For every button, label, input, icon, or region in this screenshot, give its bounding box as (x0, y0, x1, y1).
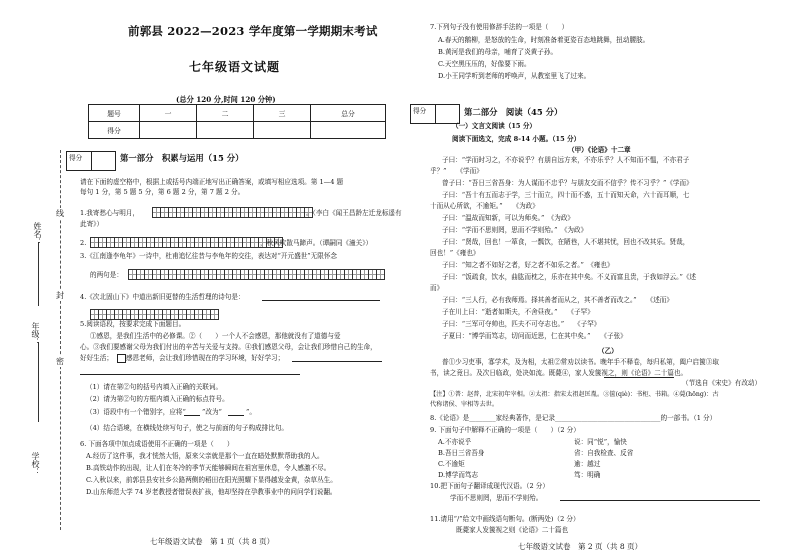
binding-line (60, 150, 61, 530)
footer-right: 七年级语文试卷 第 2 页（共 8 页） (518, 542, 643, 551)
score-box-label: 得分 (413, 107, 427, 115)
q9-option-b[interactable]: B.吾日三省吾身 (438, 449, 485, 457)
score-header: 一 (140, 105, 197, 122)
q6-text: 6. 下面各项中加点成语使用不正确的一项是（ ） (80, 440, 234, 448)
q5-sub3-b: ”改为“ (202, 408, 222, 416)
score-header: 题号 (89, 105, 140, 122)
q9-option-a[interactable]: A.不亦说乎 (438, 438, 472, 446)
q7-option-d[interactable]: D.小王同学听到老师的呼唤声，从教室里飞了过来。 (438, 72, 591, 80)
jia-line: 十而从心所欲，不逾矩。” 《为政》 (430, 202, 539, 210)
q1-source-end: 此寄》） (80, 220, 104, 228)
jia-line: 回也！”《雍也》 (430, 249, 480, 257)
jia-line: 子曰：“学而时习之，不亦说乎？有朋自远方来，不亦乐乎？人不知而不愠，不亦君子 (442, 156, 690, 164)
q5-punct-box[interactable] (117, 354, 126, 363)
jia-line: 子曰：“三军可夺帅也，匹夫不可夺志也。” 《子罕》 (442, 320, 601, 328)
score-cell[interactable] (254, 122, 311, 139)
jia-line: 而》 (430, 284, 444, 292)
q5-right-char-line[interactable] (228, 415, 244, 416)
notes-line-1: 【注】①普：赵普，北宋初年宰相。②太祖：指宋太祖赵匡胤。③箧(qiè)：书柜、书箱。④薨(hōng)：古 (430, 391, 719, 398)
score-cell[interactable] (311, 122, 386, 139)
q10-sentence: 学而不思则罔，思而不学则殆。 (450, 494, 543, 502)
part1-heading: 第一部分 积累与运用（15 分） (120, 153, 244, 163)
jia-line: 子曰：“知之者不如好之者，好之者不如乐之者。” 《雍也》 (442, 261, 614, 269)
jia-text (430, 156, 696, 344)
class-label: 年级： (31, 322, 40, 346)
yi-source: （节选自《宋史》有改动） (682, 379, 762, 387)
score-header: 二 (197, 105, 254, 122)
yi-line-2: 书，读之竟日。及次日临政，处决如流。既薨④，家人发箧视之，则《论语》二十篇也。 (430, 369, 688, 377)
score-box[interactable] (66, 151, 116, 171)
q10-answer-line[interactable] (560, 500, 760, 501)
jia-line: 子曰：“学而不思则罔，思而不学则殆。” 《为政》 (442, 226, 588, 234)
jia-line: 子夏曰：“博学而笃志，切问而近思，仁在其中矣。” 《子张》 (442, 332, 627, 340)
score-header: 三 (254, 105, 311, 122)
q9-option-d-gloss: 笃：明确 (574, 471, 601, 479)
jia-line: 子曰：“三人行，必有我师焉。择其善者而从之，其不善者而改之。” 《述而》 (442, 296, 673, 304)
q7-option-b[interactable]: B.黄河是我们的母亲，哺育了炎黄子孙。 (438, 48, 558, 56)
q4-answer-line[interactable] (262, 300, 380, 301)
q10-text: 10.把下面句子翻译成现代汉语。（2 分） (430, 482, 549, 490)
score-box-label: 得分 (69, 154, 83, 162)
q9-option-c-gloss: 逾：越过 (574, 460, 601, 468)
score-box-2[interactable] (410, 104, 460, 124)
seal-mark-dense: 密 (56, 357, 64, 366)
q9-option-a-gloss: 说：同“悦”，愉快 (574, 438, 627, 446)
yi-title: （乙） (598, 347, 618, 355)
q2-answer-grid[interactable] (90, 232, 282, 251)
total-info: (总分 120 分,时间 120 分钟) (176, 95, 276, 104)
q5-sub1: （1）请在第②句的括号内填入正确的关联词。 (86, 383, 223, 391)
school-label: 学校： (31, 452, 40, 476)
q5-sub3-c: ”。 (246, 408, 256, 416)
q5-passage-2: 心。③我们要感谢父母为我们付出的辛苦与关爱与支持。④我们感恩父母，会让我们珍惜自己的生命， (80, 343, 377, 351)
q11-text: 11.请用“/”给文中画线语句断句。(断两处)（2 分） (430, 515, 580, 523)
jia-line: 子在川上曰：“逝者如斯夫，不舍昼夜。” 《子罕》 (442, 308, 594, 316)
yi-underline (604, 377, 674, 378)
q4-text: 4.《次北固山下》中道出新旧更替的生活哲理的诗句是： (80, 293, 245, 301)
jia-title: （甲）《论语》十二章 (568, 146, 631, 154)
q9-option-b-gloss: 省：自我检查、反省 (574, 449, 634, 457)
name-line[interactable] (38, 242, 40, 306)
q5-passage-1: ①感恩，是我们生活中的必修课。②（ ）一个人不会感恩，那他就没有了道德与爱 (90, 332, 341, 340)
exam-title: 前郭县 2022—2023 学年度第一学期期末考试 (128, 24, 378, 38)
subject-title: 七年级语文试题 (189, 60, 281, 74)
part1-intro-2: 每句 1 分，第 5 题 5 分，第 6 题 2 分，第 7 题 2 分。 (80, 188, 245, 196)
seal-mark-seal: 封 (56, 291, 64, 300)
notes-line-2: 代称诸侯、宰相等去世。 (430, 401, 499, 408)
jia-line: 子曰：“吾十有五而志于学，三十而立，四十而不惑，五十而知天命，六十而耳顺，七 (442, 191, 690, 199)
q5-passage-3b: 感恩老师，会让我们珍惜现在的学习环境，好好学习； (126, 354, 285, 362)
class-line[interactable] (38, 342, 40, 422)
q5-continue-line-2[interactable] (80, 374, 300, 375)
q7-text: 7.下列句子没有使用修辞手法的一项是（ ） (430, 23, 569, 31)
score-cell[interactable] (197, 122, 254, 139)
yi-line-1: 普①少习吏事，寡学术，及为相，太祖②常劝以读书。晚年手不释卷，每归私第，阖户启箧③取 (442, 358, 719, 366)
q5-passage-3a: 好好生活； (80, 354, 113, 362)
q5-sub2: （2）请为第②句的方框内填入正确的标点符号。 (86, 395, 229, 403)
q1-source: 。（李白《闻王昌龄左迁龙标遥有 (306, 209, 402, 217)
q8-text: 8.《论语》是________家经典著作，是记录________________________________的一部书。（1 分） (430, 414, 717, 422)
q9-text: 9. 下面句子中解释不正确的一项是（ ）（2 分） (430, 426, 580, 434)
part2-heading: 第二部分 阅读（45 分） (464, 107, 563, 117)
score-header: 总分 (311, 105, 386, 122)
q7-option-a[interactable]: A.春天的鹅柳，是怒放的生命，时刻准备着更姿百态地跳舞，扭动腰肢。 (438, 36, 650, 44)
q2-number: 2. (80, 239, 87, 247)
q9-option-c[interactable]: C.不逾矩 (438, 460, 465, 468)
q3-label: 的两句是： (90, 271, 123, 279)
q5-sub4: （4）结合语境，在横线处续写句子，使之与前面的句子构成排比句。 (86, 424, 289, 432)
q3-answer-grid[interactable] (128, 264, 384, 283)
footer-left: 七年级语文试卷 第 1 页（共 8 页） (150, 537, 275, 546)
score-cell[interactable] (140, 122, 197, 139)
part2-instruction: 阅读下面选文，完成 8-14 小题。（15 分） (452, 135, 581, 143)
q2-text: ，秋风吹散马蹄声。（谭嗣同《潼关》） (260, 239, 373, 247)
score-row-label: 得分 (89, 122, 140, 139)
q6-option-b[interactable]: B.高铁动作的出现，让人们在冬冷的季节天能够瞬间在祖宫里休息，令人感激不尽。 (86, 464, 331, 472)
q1-answer-grid[interactable] (152, 202, 312, 221)
seal-mark-line: 线 (56, 209, 64, 218)
q6-option-c[interactable]: C.入秋以来，前郭县县安社乡公路两侧的稻田在阳光照耀下显得越发金黄，杂草丛生。 (86, 476, 337, 484)
score-table (88, 104, 386, 139)
jia-line: 曾子曰：“吾日三省吾身：为人谋而不忠乎？与朋友交而不信乎？传不习乎？”《学而》 (442, 179, 693, 187)
name-label: 姓名： (33, 222, 42, 246)
q5-continue-line-1[interactable] (292, 361, 382, 362)
q3-text: 3.《江南逢李龟年》一诗中，杜甫追忆往昔与李龟年的交往，表达对“开元盛世”无限怀念 (80, 252, 337, 260)
jia-line: 子曰：“温故而知新，可以为师矣。” 《为政》 (442, 214, 575, 222)
jia-line: 乎？” 《学而》 (430, 167, 483, 175)
q6-option-d[interactable]: D.山东师范大学 74 岁老教授者错误表扩孩，他却坚持在孕教事业中的问问学们说翻。 (86, 488, 337, 496)
q5-sub3-a: （3）语段中有一个错别字，应将“ (86, 408, 186, 416)
q1-text: 1.我寄愁心与明月， (80, 209, 140, 217)
jia-line: 子曰：“饭疏食，饮水，曲肱而枕之，乐亦在其中矣。不义而富且贵，于我如浮云。”《述 (442, 273, 697, 281)
q11-sentence[interactable]: 既薨家人发箧视之则《论语》二十篇也 (456, 526, 569, 534)
q5-text: 5.阅读语段，按要求完成下面题目。 (80, 320, 186, 328)
jia-line: 子曰：“贤哉，回也！一箪食，一瓢饮，在陋巷，人不堪其忧，回也不改其乐。贤哉， (442, 238, 690, 246)
q7-option-c[interactable]: C.天空黑压压的，好像要下雨。 (438, 60, 531, 68)
part2-sub1: （一）文言文阅读（15 分） (452, 122, 537, 130)
q5-wrong-char-line[interactable] (184, 415, 200, 416)
q9-option-d[interactable]: D.博学而笃志 (438, 471, 479, 479)
q6-option-a[interactable]: A.经历了这件事，我才恍然大悟，原来父亲就是那个一直在暗处默默帮助我的人。 (86, 452, 324, 460)
part1-intro-1: 请在下面的虚空格中，根据上或括号内端正地写出正确答案，或填写相应选项。第 1—4 题 (80, 178, 344, 186)
